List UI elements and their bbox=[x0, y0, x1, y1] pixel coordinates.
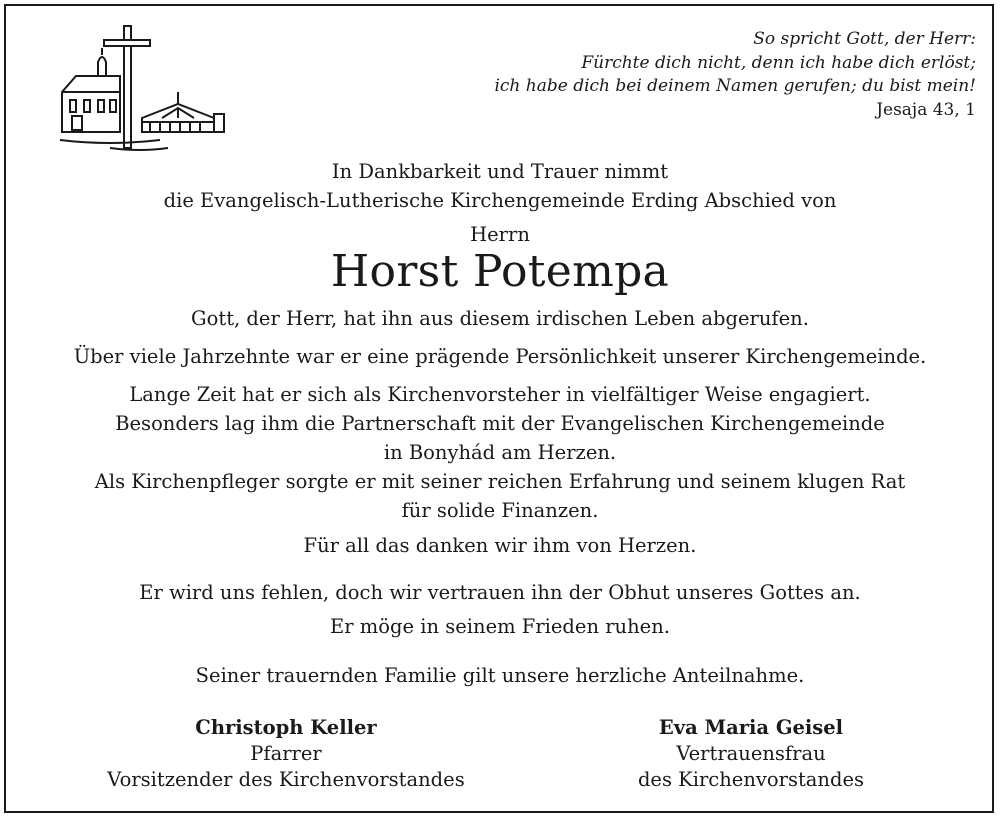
intro-block bbox=[0, 157, 1000, 249]
paragraph-1-text: Gott, der Herr, hat ihn aus diesem irdischen Leben abgerufen. bbox=[191, 307, 809, 330]
bible-verse bbox=[494, 28, 976, 122]
paragraph-3-line-2: Besonders lag ihm die Partnerschaft mit der Evangelischen Kirchengemeinde bbox=[115, 412, 885, 435]
paragraph-1 bbox=[0, 304, 1000, 333]
church-cross-icon bbox=[50, 22, 230, 154]
intro-line-1: In Dankbarkeit und Trauer nimmt bbox=[331, 160, 669, 183]
signature-left-detail: Vorsitzender des Kirchenvorstandes bbox=[107, 768, 465, 791]
signature-left-role: Pfarrer bbox=[250, 742, 322, 765]
signature-right-detail: des Kirchenvorstandes bbox=[637, 768, 865, 791]
paragraph-3-line-3: in Bonyhád am Herzen. bbox=[383, 441, 617, 464]
paragraph-5 bbox=[0, 531, 1000, 560]
paragraph-4-line-1: Als Kirchenpfleger sorgte er mit seiner reichen Erfahrung und seinem klugen Rat bbox=[94, 470, 906, 493]
paragraph-4 bbox=[0, 467, 1000, 525]
paragraph-6 bbox=[0, 576, 1000, 644]
salutation: Herrn bbox=[470, 223, 530, 246]
deceased-name-block bbox=[0, 246, 1000, 298]
paragraph-6-line-2: Er möge in seinem Frieden ruhen. bbox=[330, 615, 670, 638]
paragraph-3-line-1: Lange Zeit hat er sich als Kirchenvorsteher in vielfältiger Weise engagiert. bbox=[129, 383, 871, 406]
paragraph-4-line-2: für solide Finanzen. bbox=[401, 499, 599, 522]
verse-line-2: Fürchte dich nicht, denn ich habe dich erlöst; bbox=[581, 52, 976, 73]
paragraph-3 bbox=[0, 380, 1000, 467]
paragraph-2-text: Über viele Jahrzehnte war er eine prägende Persönlichkeit unserer Kirchengemeinde. bbox=[73, 345, 927, 368]
verse-line-1: So spricht Gott, der Herr: bbox=[753, 29, 976, 49]
paragraph-5-text: Für all das danken wir ihm von Herzen. bbox=[303, 534, 697, 557]
paragraph-7-text: Seiner trauernden Familie gilt unsere herzliche Anteilnahme. bbox=[195, 664, 805, 687]
intro-line-2: die Evangelisch-Lutherische Kirchengemeinde Erding Abschied von bbox=[163, 189, 837, 212]
signature-right-role: Vertrauensfrau bbox=[676, 742, 826, 765]
paragraph-6-line-1: Er wird uns fehlen, doch wir vertrauen ihn der Obhut unseres Gottes an. bbox=[139, 581, 861, 604]
signature-left-name: Christoph Keller bbox=[195, 716, 377, 739]
verse-reference: Jesaja 43, 1 bbox=[876, 99, 976, 120]
signature-right bbox=[586, 715, 916, 793]
deceased-name: Horst Potempa bbox=[330, 246, 670, 297]
verse-line-3: ich habe dich bei deinem Namen gerufen; du bist mein! bbox=[494, 76, 976, 96]
signature-right-name: Eva Maria Geisel bbox=[658, 716, 844, 739]
paragraph-2 bbox=[0, 342, 1000, 371]
paragraph-7 bbox=[0, 661, 1000, 690]
signature-left bbox=[76, 715, 496, 793]
